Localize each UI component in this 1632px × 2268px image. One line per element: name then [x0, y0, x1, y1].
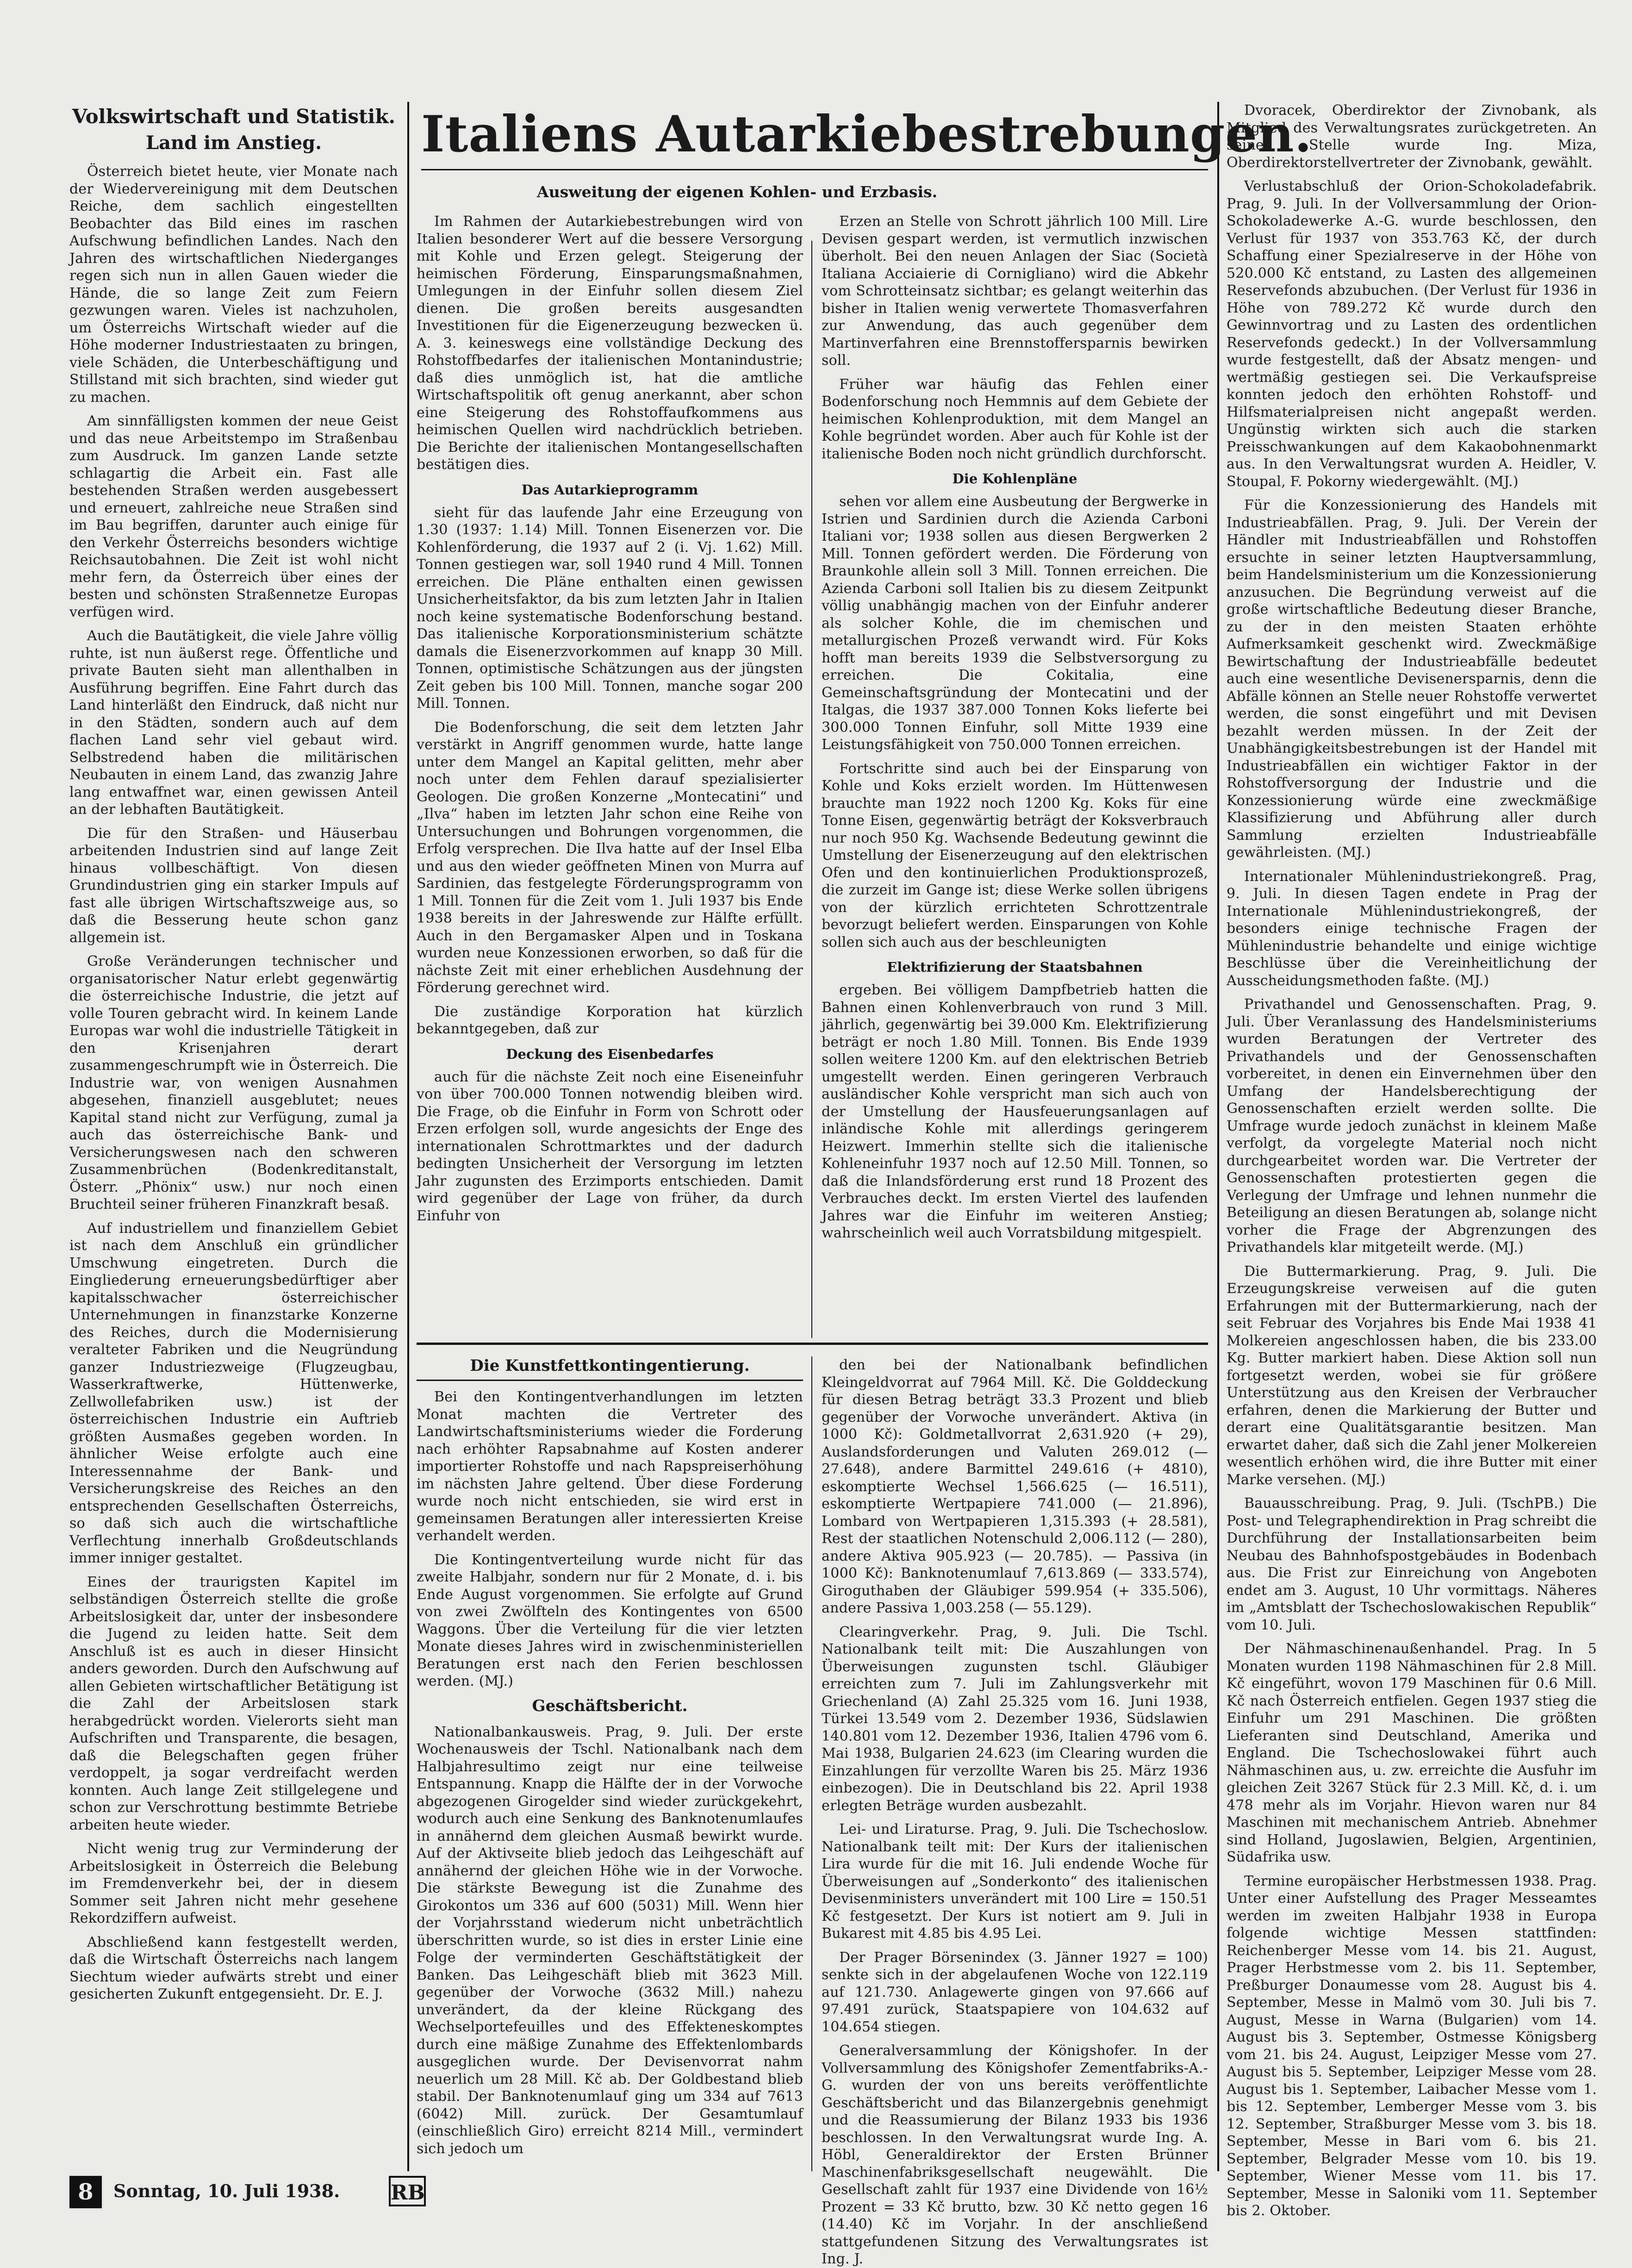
subheading: Die Kohlenpläne: [952, 471, 1078, 487]
paragraph: Große Veränderungen technischer und organisatorischer Natur erlebt gegenwärtig die österreichische Industrie, die jetzt auf volle Touren gebracht wird. In keinem Lande Europas war wohl die industrielle Tätigkeit in den Krisenjahren derart zusammengeschrumpft wie in Österreich. Die Industrie war, von wenigen Ausnahmen abgesehen, finanziell ausgeblutet; neues Kapital stand nicht zur Verfügung, zumal ja auch das österreichische Bank- und Versicherungswesen nach den schweren Zusammenbrüchen (Bodenkreditanstalt, Österr. „Phönix“ usw.) nur noch einen Bruchteil seiner früheren Finanzkraft besaß.: [69, 953, 398, 1212]
center-lower-column-b: [822, 1356, 1208, 2267]
article-headline: Land im Anstieg.: [145, 132, 322, 154]
page-number: 8: [69, 2176, 102, 2208]
paragraph: den bei der Nationalbank befindlichen Kleingeldvorrat auf 7964 Mill. Kč. Die Golddeckung für diesen Betrag beträgt 33.3 Prozent und blieb gegenüber der Vorwoche unverändert. Aktiva (in 1000 Kč): Goldmetallvorrat 2,631.920 (+ 29), Auslandsforderungen und Valuten 269.012 (— 27.648), andere Barmittel 249.616 (+ 4810), eskomptierte Wechsel 1,566.625 (— 16.511), eskomptierte Wertpapiere 741.000 (— 21.896), Lombard von Wertpapieren 1,315.393 (+ 28.581), Rest der staatlichen Notenschuld 2,006.112 (— 280), andere Aktiva 905.923 (— 20.785). — Passiva (in 1000 Kč): Banknotenumlauf 7,613.869 (— 333.574), Giroguthaben der Gläubiger 599.954 (+ 335.506), andere Passiva 1,003.258 (— 55.129).: [822, 1357, 1208, 1616]
paragraph: Eines der traurigsten Kapitel im selbständigen Österreich stellte die große Arbeitslosigkeit dar, unter der insbesondere die Jugend zu leiden hatte. Seit dem Anschluß ist es auch in dieser Hinsicht anders geworden. Durch den Aufschwung auf allen Gebieten wirtschaftlicher Betätigung ist die Zahl der Arbeitslosen stark herabgedrückt worden. Vielerorts sieht man Aufschriften und Transparente, die besagen, daß die Belegschaften gegen früher verdoppelt, ja sogar verdreifacht werden konnten. Auch lange Zeit stillgelegene und schon zur Verschrottung bestimmte Betriebe arbeiten heute wieder.: [69, 1574, 398, 1833]
paragraph: sehen vor allem eine Ausbeutung der Bergwerke in Istrien und Sardinien durch die Azienda Carboni Italiani vor; 1938 sollen aus diesen Bergwerken 2 Mill. Tonnen gefördert werden. Die Förderung von Braunkohle allein soll 3 Mill. Tonnen erreichen. Die Azienda Carboni soll Italien bis zu diesem Zeitpunkt völlig unabhängig machen von der Einfuhr anderer als solcher Kohle, die im chemischen und metallurgischen Prozeß verwandt wird. Für Koks hofft man bereits 1939 die Selbstversorgung zu erreichen. Die Cokitalia, eine Gemeinschaftsgründung der Montecatini und der Italgas, die 1937 387.000 Tonnen Koks lieferte bei 300.000 Tonnen Einfuhr, soll Mitte 1939 eine Leistungsfähigkeit von 750.000 Tonnen erreichen.: [822, 494, 1208, 753]
paragraph: Clearingverkehr. Prag, 9. Juli. Die Tschl. Nationalbank teilt mit: Die Auszahlungen von Überweisungen zugunsten tschl. Gläubiger erreichten zum 7. Juli im Zahlungsverkehr mit Griechenland (A) Zahl 25.325 vom 16. Juni 1938, Türkei 13.549 vom 2. Dezember 1936, Südslawien 140.801 vom 12. Dezember 1936, Italien 4796 vom 6. Mai 1938, Bulgarien 24.623 (im Clearing wurden die Einzahlungen für verzollte Waren bis 25. März 1936 einbezogen). Die in Deutschland bis 22. April 1938 erlegten Beträge wurden ausbezahlt.: [822, 1624, 1208, 1814]
center-column-a: [417, 213, 803, 1333]
paragraph: Der Nähmaschinenaußenhandel. Prag. In 5 Monaten wurden 1198 Nähmaschinen für 2.8 Mill. Kč eingeführt, wovon 179 Maschinen für 0.6 Mill. Kč nach Österreich entfielen. Gegen 1937 stieg die Einfuhr um 291 Maschinen. Die größten Lieferanten sind Deutschland, Amerika und England. Die Tschechoslowakei führt auch Nähmaschinen aus, u. zw. erreichte die Ausfuhr im gleichen Zeit 3267 Stück für 2.3 Mill. Kč, d. i. um 478 mehr als im Vorjahr. Hievon waren nur 84 Maschinen mit mechanischem Antrieb. Abnehmer sind Holland, Jugoslawien, Belgien, Argentinien, Südafrika usw.: [1227, 1641, 1597, 1865]
paragraph: Der Prager Börsenindex (3. Jänner 1927 = 100) senkte sich in der abgelaufenen Woche von 122.119 auf 121.730. Anlagewerte gingen von 97.666 auf 97.491 zurück, Staatspapiere von 104.632 auf 104.654 stiegen.: [822, 1949, 1208, 2035]
paragraph: Nicht wenig trug zur Verminderung der Arbeitslosigkeit in Österreich die Belebung im Fremdenverkehr bei, der in diesem Sommer seit Jahren nicht mehr gesehene Rekordziffern aufweist.: [69, 1841, 398, 1926]
paragraph: Österreich bietet heute, vier Monate nach der Wiedervereinigung mit dem Deutschen Reiche, dem sachlich eingestellten Beobachter das Bild eines im raschen Aufschwung befindlichen Landes. Nach den Jahren des wirtschaftlichen Niederganges regen sich nun in allen Gauen wieder die Hände, die so lange Zeit zum Feiern gezwungen waren. Vieles ist nachzuholen, um Österreichs Wirtschaft wieder auf die Höhe moderner Industriestaaten zu bringen, viele Schäden, die Unterbeschäftigung und Stillstand mit sich brachten, sind wieder gut zu machen.: [69, 163, 398, 406]
paragraph: Termine europäischer Herbstmessen 1938. Prag. Unter einer Aufstellung des Prager Messeamtes werden im zweiten Halbjahr 1938 in Europa folgende wichtige Messen stattfinden: Reichenberger Messe vom 14. bis 21. August, Prager Herbstmesse vom 2. bis 11. September, Preßburger Donaumesse vom 28. August bis 4. September, Messe in Malmö vom 30. Juli bis 7. August, Messe in Warna (Bulgarien) vom 14. August bis 3. September, Ostmesse Königsberg vom 21. bis 24. August, Leipziger Messe vom 27. August bis 5. September, Leipziger Messe vom 28. August bis 1. September, Laibacher Messe vom 1. bis 12. September, Lemberger Messe vom 3. bis 12. September, Straßburger Messe vom 3. bis 18. September, Messe in Bari vom 6. bis 21. September, Belgrader Messe vom 10. bis 19. September, Wiener Messe vom 11. bis 17. September, Messe in Saloniki vom 11. September bis 2. Oktober.: [1227, 1873, 1597, 2219]
paragraph: Generalversammlung der Königshofer. In der Vollversammlung des Königshofer Zementfabriks-A.-G. wurden der von uns bereits veröffentlichte Geschäftsbericht und das Bilanzergebnis genehmigt und die Reassumierung der Bilanz 1933 bis 1936 beschlossen. In den Verwaltungsrat wurde Ing. A. Höbl, Generaldirektor der Ersten Brünner Maschinenfabriksgesellschaft neugewählt. Die Gesellschaft zahlt für 1937 eine Dividende von 16½ Prozent = 33 Kč brutto, bzw. 30 Kč netto gegen 16 (14.40) Kč im Vorjahr. In der anschließend stattgefundenen Sitzung des Verwaltungsrates ist Ing. J.: [822, 2043, 1208, 2267]
main-article-subtitle: Ausweitung der eigenen Kohlen- und Erzbasis.: [537, 183, 938, 201]
issue-date: Sonntag, 10. Juli 1938.: [113, 2181, 340, 2201]
subheading: Elektrifizierung der Staatsbahnen: [887, 959, 1143, 975]
paragraph: Für die Konzessionierung des Handels mit Industrieabfällen. Prag, 9. Juli. Der Verein der Händler mit Industrieabfällen und Rohstoffen ersuchte in seiner letzten Hauptversammlung, beim Handelsministerium um die Konzessionierung anzusuchen. Die Begründung verweist auf die große wirtschaftliche Bedeutung dieser Branche, zu der in den meisten Staaten erhöhte Aufmerksamkeit geschenkt wird. Zweckmäßige Bewirtschaftung der Industrieabfälle bedeutet auch eine wesentliche Devisenersparnis, denn die Abfälle können an Stelle neuer Rohstoffe verwertet werden, die sonst eingeführt und mit Devisen bezahlt werden müssen. In der Zeit der Unabhängigkeitsbestrebungen ist der Handel mit Industrieabfällen ein wichtiger Faktor in der Rohstoffversorgung der Industrie und die Konzessionierung würde eine zweckmäßige Klassifizierung und Abführung aller durch Sammlung erzielten Industrieabfälle gewährleisten. (MJ.): [1227, 497, 1597, 861]
kontingent-heading: Die Kunstfettkontingentierung.: [417, 1356, 803, 1381]
title-rule: [421, 169, 1208, 170]
paragraph: ergeben. Bei völligem Dampfbetrieb hatten die Bahnen einen Kohlenverbrauch von rund 3 Mill. jährlich, gegenwärtig bei 39.000 Km. Elektrifizierung beträgt er noch 1.80 Mill. Tonnen. Bis Ende 1939 sollen weitere 1200 Km. auf den elektrischen Betrieb umgestellt werden. Einen geringeren Verbrauch ausländischer Kohle verspricht man sich auch von der Umstellung der Hausfeuerungsanlagen auf inländische Kohle mit allerdings geringerem Heizwert. Immerhin stellte sich die italienische Kohleneinfuhr 1937 noch auf 12.50 Mill. Tonnen, so daß die Inlandsförderung erst rund 18 Prozent des Verbrauches deckt. Im ersten Viertel des laufenden Jahres war die Einfuhr im weiteren Anstieg; wahrscheinlich weil auch Vorratsbildung mitgespielt.: [822, 982, 1208, 1241]
paragraph: Internationaler Mühlenindustriekongreß. Prag, 9. Juli. In diesen Tagen endete in Prag der Internationale Mühlenindustriekongreß, der besonders einige technische Fragen der Mühlenindustrie behandelte und einige wichtige Beschlüsse über die Vereinheitlichung der Ausscheidungsmethoden faßte. (MJ.): [1227, 868, 1597, 989]
paragraph: Nationalbankausweis. Prag, 9. Juli. Der erste Wochenausweis der Tschl. Nationalbank nach dem Halbjahresultimo zeigt nur eine teilweise Entspannung. Knapp die Hälfte der in der Vorwoche abgezogenen Girogelder sind wieder zurückgekehrt, wodurch auch eine Senkung des Banknotenumlaufes in annähernd dem gleichen Ausmaß bewirkt wurde. Auf der Aktivseite blieb jedoch das Leihgeschäft auf annähernd der gleichen Höhe wie in der Vorwoche. Die stärkste Bewegung ist die Zunahme des Girokontos um 336 auf 600 (5031) Mill. Wenn hier der Vorjahrsstand wiederum nicht unbeträchtlich überschritten wurde, so ist dies in erster Linie eine Folge der verminderten Geschäftstätigkeit der Banken. Das Leihgeschäft blieb mit 3623 Mill. gegenüber der Vorwoche (3632 Mill.) nahezu unverändert, da der kleine Rückgang des Wechselportefeuilles und des Effekteneskomptes durch eine mäßige Zunahme des Effektenlombards ausgeglichen wurde. Der Devisenvorrat nahm neuerlich um 28 Mill. Kč ab. Der Goldbestand blieb stabil. Der Banknotenumlauf ging um 334 auf 7613 (6042) Mill. zurück. Der Gesamtumlauf (einschließlich Giro) erreicht 8214 Mill., vermindert sich jedoch um: [417, 1724, 803, 2157]
paragraph: Die Kontingentverteilung wurde nicht für das zweite Halbjahr, sondern nur für 2 Monate, d. i. bis Ende August vorgenommen. Sie erfolgte auf Grund von zwei Zwölfteln des Kontingentes von 6500 Waggons. Über die Verteilung für die vier letzten Monate dieses Jahres wird in zwischenministeriellen Beratungen erst nach den Ferien beschlossen werden. (MJ.): [417, 1551, 803, 1689]
rubric-heading: Volkswirtschaft und Statistik.: [72, 105, 396, 128]
paragraph: Die zuständige Korporation hat kürzlich bekanntgegeben, daß zur: [417, 1003, 803, 1037]
paragraph: Dvoracek, Oberdirektor der Zivnobank, als Mitglied des Verwaltungsrates zurückgetreten. An seine Stelle wurde Ing. Miza, Oberdirektorstellvertreter der Zivnobank, gewählt.: [1227, 102, 1597, 171]
section-rule: [417, 1343, 1208, 1345]
paragraph: Die für den Straßen- und Häuserbau arbeitenden Industrien sind auf lange Zeit hinaus vollbeschäftigt. Von diesen Grundindustrien ging ein starker Impuls auf fast alle übrigen Wirtschaftszweige aus, so daß die Besserung heute schon ganz allgemein ist.: [69, 825, 398, 946]
column-rule: [407, 102, 409, 2171]
paragraph: Erzen an Stelle von Schrott jährlich 100 Mill. Lire Devisen gespart werden, ist vermutlich inzwischen überholt. Bei den neuen Anlagen der Siac (Società Italiana Acciaierie di Cornigliano) wird die Abkehr vom Schrotteinsatz sichtbar; es gelangt weiterhin das bisher in Italien wenig verwertete Thomasverfahren zur Anwendung, das auch gegenüber dem Martinverfahren eine Brennstoffersparnis bewirken soll.: [822, 213, 1208, 369]
paragraph: Fortschritte sind auch bei der Einsparung von Kohle und Koks erzielt worden. Im Hüttenwesen brauchte man 1922 noch 1200 Kg. Koks für eine Tonne Eisen, gegenwärtig beträgt der Koksverbrauch nur noch 950 Kg. Wachsende Bedeutung gewinnt die Umstellung der Eisenerzeugung auf den elektrischen Ofen und den kontinuierlichen Produktionsprozeß, die zurzeit im Gange ist; diese Werke sollen übrigens von der kürzlich errichteten Schrottzentrale bevorzugt beliefert werden. Einsparungen von Kohle sollen sich auch aus der beschleunigten: [822, 760, 1208, 950]
column-rule: [811, 241, 812, 1338]
paragraph: Am sinnfälligsten kommen der neue Geist und das neue Arbeitstempo im Straßenbau zum Ausdruck. Im ganzen Lande setzte schlagartig die Arbeit ein. Fast alle bestehenden Straßen werden ausgebessert und erneuert, zahlreiche neue Straßen sind im Bau begriffen, darunter auch einige für den Verkehr Österreichs besonders wichtige Reichsautobahnen. Die Zeit ist wohl nicht mehr fern, da Österreich über eines der besten und schönsten Straßennetze Europas verfügen wird.: [69, 413, 398, 620]
left-column: [69, 102, 398, 2171]
paragraph: Früher war häufig das Fehlen einer Bodenforschung noch Hemmnis auf dem Gebiete der heimischen Kohlenproduktion, mit dem Mangel an Kohle begründet worden. Aber auch für Kohle ist der italienische Boden noch nicht gründlich durchforscht.: [822, 376, 1208, 462]
column-rule: [811, 1356, 812, 2171]
paragraph: Die Bodenforschung, die seit dem letzten Jahr verstärkt in Angriff genommen wurde, hatte lange unter dem Mangel an Kapital gelitten, mehr aber noch unter dem Fehlen darauf spezialisierter Geologen. Die großen Konzerne „Montecatini“ und „Ilva“ haben im letzten Jahr schon eine Reihe von Untersuchungen und Bohrungen vorgenommen, die Erfolg versprechen. Die Ilva hatte auf der Insel Elba und aus den wieder geöffneten Minen von Murra auf Sardinien, das festgelegte Förderungsprogramm von 1 Mill. Tonnen für die Zeit vom 1. Juli 1937 bis Ende 1938 bereits in der Jahreswende zur Hälfte erfüllt. Auch in den Bergamasker Alpen und in Toskana wurden neue Konzessionen erworben, so daß für die nächste Zeit mit einer erheblichen Ausdehnung der Förderung gerechnet wird.: [417, 719, 803, 996]
paragraph: Bei den Kontingentverhandlungen im letzten Monat machten die Vertreter des Landwirtschaftsministeriums wieder die Forderung nach erhöhter Rapsabnahme auf Kosten anderer importierter Rohstoffe und nach Rapspreiserhöhung im nächsten Jahre geltend. Über diese Forderung wurde noch nicht entschieden, sie wird erst in gemeinsamen Beratungen aller interessierten Kreise verhandelt werden.: [417, 1389, 803, 1544]
page-footer: [69, 2176, 1597, 2208]
right-column: [1227, 102, 1597, 2219]
column-rule: [1217, 102, 1219, 2171]
paragraph: auch für die nächste Zeit noch eine Eiseneinfuhr von über 700.000 Tonnen notwendig bleiben wird. Die Frage, ob die Einfuhr in Form von Schrott oder Erzen erfolgen soll, wurde angesichts der Enge des internationalen Schrottmarktes und der dadurch bedingten Unsicherheit der Versorgung im letzten Jahr zugunsten des Erzimports entschieden. Damit wird gegenüber der Lage von früher, da durch Einfuhr von: [417, 1068, 803, 1224]
subheading: Deckung des Eisenbedarfes: [506, 1046, 714, 1062]
paragraph: Verlustabschluß der Orion-Schokoladefabrik. Prag, 9. Juli. In der Vollversammlung der Orion-Schokoladewerke A.-G. wurde beschlossen, den Verlust für 1937 von 353.763 Kč, der durch Schaffung einer Spezialreserve in der Höhe von 520.000 Kč entstand, zu Lasten des allgemeinen Reservefonds abzubuchen. (Der Verlust für 1936 in Höhe von 789.272 Kč wurde durch den Gewinnvortrag und zu Lasten des ordentlichen Reservefonds gedeckt.) In der Vollversammlung wurde festgestellt, daß der Absatz mengen- und wertmäßig gestiegen sei. Die Verkaufspreise konnten jedoch den erhöhten Rohstoff- und Hilfsmaterialpreisen nicht angepaßt werden. Ungünstig wirkten sich auch die starken Preisschwankungen auf dem Kakaobohnenmarkt aus. In den Verwaltungsrat wurden A. Heidler, V. Stoupal, F. Pokorny wiedergewählt. (MJ.): [1227, 178, 1597, 490]
paragraph: Im Rahmen der Autarkiebestrebungen wird von Italien besonderer Wert auf die bessere Versorgung mit Kohle und Erzen gelegt. Steigerung der heimischen Förderung, Einsparungsmaßnahmen, Umlegungen in der Einfuhr sollen diesem Ziel dienen. Die großen bereits ausgesandten Investitionen für die Eigenerzeugung bezwecken ü. A. 3. keineswegs eine vollständige Deckung des Rohstoffbedarfes der italienischen Montanindustrie; daß dies unmöglich ist, hat die amtliche Wirtschaftspolitik oft genug anerkannt, aber schon eine Steigerung des Rohstoffaufkommens aus heimischen Quellen wird nachdrücklich betrieben. Die Berichte der italienischen Montangesellschaften bestätigen dies.: [417, 213, 803, 473]
paragraph: Lei- und Liraturse. Prag, 9. Juli. Die Tschechoslow. Nationalbank teilt mit: Der Kurs der italienischen Lira wurde für die mit 16. Juli endende Woche für Überweisungen auf „Sonderkonto“ des italienischen Devisenministers unverändert mit 100 Lire = 150.51 Kč festgesetzt. Der Kurs ist notiert am 9. Juli in Bukarest mit 4.85 bis 4.95 Lei.: [822, 1821, 1208, 1942]
paragraph: Auch die Bautätigkeit, die viele Jahre völlig ruhte, ist nun äußerst rege. Öffentliche und private Bauten sieht man allenthalben in Ausführung begriffen. Eine Fahrt durch das Land hinterläßt den Eindruck, daß nicht nur in den Städten, sondern auch auf dem flachen Land sehr viel gebaut wird. Selbstredend haben die militärischen Neubauten in einem Land, das zwanzig Jahre lang entwaffnet war, einen gewissen Anteil an der lebhaften Bautätigkeit.: [69, 628, 398, 818]
main-article-title: Italiens Autarkiebestrebungen.: [421, 105, 1313, 163]
center-lower-column-a: [417, 1356, 803, 2171]
paragraph: Abschließend kann festgestellt werden, daß die Wirtschaft Österreichs nach langem Siechtum wieder aufwärts strebt und einer gesicherten Zukunft entgegensieht. Dr. E. J.: [69, 1934, 398, 2002]
subheading: Das Autarkieprogramm: [521, 481, 698, 498]
paragraph: Privathandel und Genossenschaften. Prag, 9. Juli. Über Veranlassung des Handelsministeriums wurden Beratungen der Vertreter des Privathandels und der Genossenschaften vorbereitet, in denen ein Einvernehmen über den Umfang der Handelsberechtigung der Genossenschaften erzielt werden sollte. Die Umfrage wurde jedoch zunächst in kleinem Maße verfolgt, da vorgelegte Material noch nicht durchgearbeitet worden war. Die Vertreter der Genossenschaften protestierten gegen die Verlegung der Umfrage und lehnen nunmehr die Beteiligung an diesen Beratungen ab, solange nicht vorher die Frage der Abgrenzungen des Privathandels klar mitgeteilt werde. (MJ.): [1227, 996, 1597, 1256]
publication-logo: RB: [389, 2176, 426, 2206]
center-column-b: [822, 213, 1208, 1333]
paragraph: sieht für das laufende Jahr eine Erzeugung von 1.30 (1937: 1.14) Mill. Tonnen Eisenerzen vor. Die Kohlenförderung, die 1937 auf 2 (i. Vj. 1.62) Mill. Tonnen gestiegen war, soll 1940 rund 4 Mill. Tonnen erreichen. Die Pläne enthalten einen gewissen Unsicherheitsfaktor, da bis zum letzten Jahr in Italien noch keine systematische Bodenforschung bestand. Das italienische Korporationsministerium schätzte damals die Eisenerzvorkommen auf knapp 30 Mill. Tonnen, optimistische Schätzungen aus der jüngsten Zeit geben bis 100 Mill. Tonnen, manche sogar 200 Mill. Tonnen.: [417, 504, 803, 712]
paragraph: Auf industriellem und finanziellem Gebiet ist nach dem Anschluß ein gründlicher Umschwung eingetreten. Durch die Eingliederung erneuerungsbedürftiger aber kapitalsschwacher österreichischer Unternehmungen in finanzstarke Konzerne des Reiches, durch die Modernisierung veralteter Fabriken und die Neugründung ganzer Industriezweige (Flugzeugbau, Wasserkraftwerke, Hüttenwerke, Zellwollefabriken usw.) ist der österreichischen Industrie ein Auftrieb größten Ausmaßes gegeben worden. In ähnlicher Weise erfolgte auch eine Interessennahme der Bank- und Versicherungskreise des Reiches an den entsprechenden Gesellschaften Österreichs, so daß sich auch die wirtschaftliche Verflechtung innerhalb Großdeutschlands immer inniger gestaltet.: [69, 1220, 398, 1566]
paragraph: Bauausschreibung. Prag, 9. Juli. (TschPB.) Die Post- und Telegraphendirektion in Prag schreibt die Durchführung der Installationsarbeiten beim Neubau des Bahnhofspostgebäudes in Bodenbach aus. Die Frist zur Einreichung von Angeboten endet am 3. August, 10 Uhr vormittags. Näheres im „Amtsblatt der Tschechoslowakischen Republik“ vom 10. Juli.: [1227, 1495, 1597, 1633]
paragraph: Die Buttermarkierung. Prag, 9. Juli. Die Erzeugungskreise verweisen auf die guten Erfahrungen mit der Buttermarkierung, nach der seit Februar des Vorjahres bis Ende Mai 1938 41 Molkereien angeschlossen haben, die bis 233.00 Kg. Butter markiert haben. Diese Aktion soll nun fortgesetzt werden, wobei sie für größere Unterstützung aus den Kreisen der Verbraucher erfahren, denen die Markierung der Butter und derart eine Qualitätsgarantie besitzen. Man erwartet daher, daß sich die Zahl jener Molkereien wesentlich erhöhen wird, die ihre Butter mit einer Marke versehen. (MJ.): [1227, 1263, 1597, 1488]
geschaeftsbericht-heading: Geschäftsbericht.: [532, 1696, 688, 1715]
